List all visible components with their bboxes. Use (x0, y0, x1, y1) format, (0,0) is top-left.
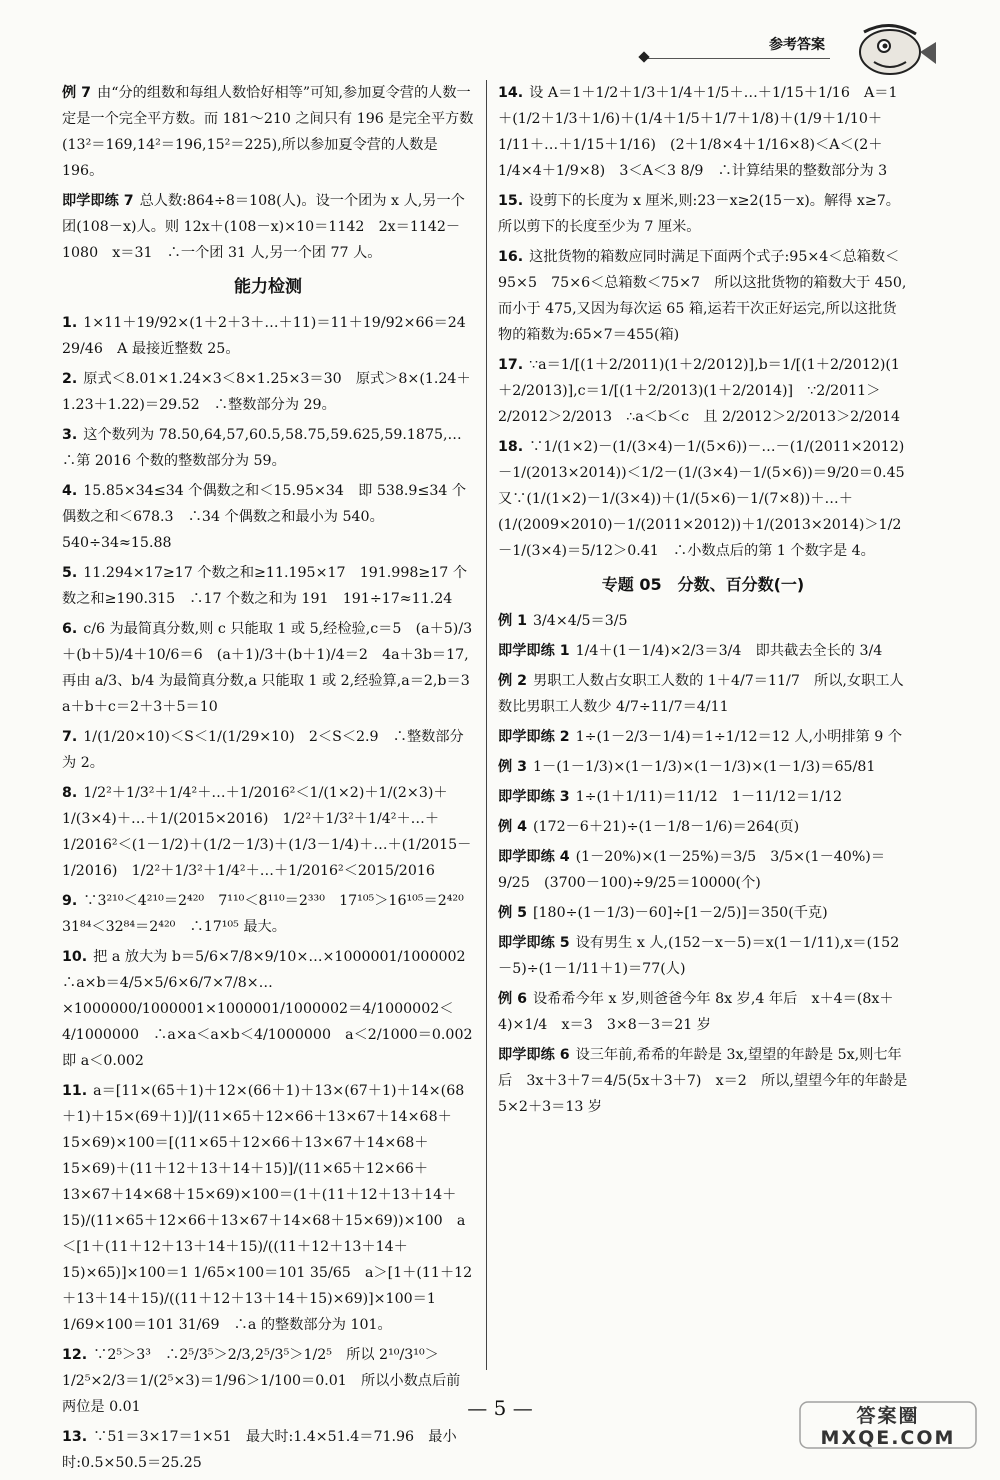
item-text: 设 A＝1＋1/2＋1/3＋1/4＋1/5＋…＋1/15＋1/16 A＝1＋(1/2＋1/3＋1/6)＋(1/4＋1/5＋1/7＋1/8)＋(1/9＋1/10＋1/11＋…＋1/15＋1/16) (2＋1/8×4＋1/16×8)＜A＜(2＋1/4×4＋1/9×8) 3＜A＜3 8/9 ∴计算结果的整数部分为 3 (498, 85, 898, 179)
item-label: 即学即练 1 (498, 643, 570, 659)
answer-item (498, 638, 908, 664)
item-text: 1×11＋19/92×(1＋2＋3＋…＋11)＝11＋19/92×66＝24 29/46 A 最接近整数 25。 (62, 315, 466, 357)
item-text: 由“分的组数和每组人数恰好相等”可知,参加夏令营的人数一定是一个完全平方数。而 181～210 之间只有 196 是完全平方数(13²＝169,14²＝196,15²＝225),所以参加夏令营的人数是 196。 (62, 85, 474, 179)
item-text: 总人数:864÷8＝108(人)。设一个团为 x 人,另一个团(108－x)人。则 12x＋(108－x)×10＝1142 2x＝1142－1080 x＝31 ∴一个团 31 人,另一个团 77 人。 (62, 193, 465, 261)
item-text: 这批货物的箱数应同时满足下面两个式子:95×4＜总箱数＜95×5 75×6＜总箱数＜75×7 所以这批货物的箱数大于 450,而小于 475,又因为每次运 65 箱,运若干次正好运完,所以这批货物的箱数为:65×7＝455(箱) (498, 249, 907, 343)
answer-item (62, 888, 479, 940)
item-label: 即学即练 6 (498, 1047, 570, 1063)
page-header (640, 30, 940, 70)
item-label: 7. (62, 729, 78, 745)
answer-item (498, 900, 908, 926)
item-label: 13. (62, 1429, 88, 1445)
item-label: 18. (498, 439, 524, 455)
item-label: 例 5 (498, 905, 527, 921)
diamond-icon (638, 51, 649, 62)
item-label: 1. (62, 315, 78, 331)
item-text: 这个数列为 78.50,64,57,60.5,58.75,59.625,59.1875,… ∴第 2016 个数的整数部分为 59。 (62, 427, 476, 469)
answer-item (498, 352, 908, 430)
item-label: 例 2 (498, 673, 527, 689)
item-label: 例 4 (498, 819, 527, 835)
topic-heading: 专题 05 分数、百分数(一) (601, 575, 805, 594)
answer-item (62, 1424, 474, 1476)
item-label: 14. (498, 85, 524, 101)
item-label: 17. (498, 357, 524, 373)
item-text: (172－6＋21)÷(1－1/8－1/6)＝264(页) (533, 819, 800, 835)
item-text: 15.85×34≤34 个偶数之和＜15.95×34 即 538.9≤34 个偶数之和＜678.3 ∴34 个偶数之和最小为 540。540÷34≈15.88 (62, 483, 467, 551)
answer-item (62, 188, 474, 266)
item-text: 3/4×4/5＝3/5 (533, 613, 628, 629)
item-text: ∵51＝3×17＝1×51 最大时:1.4×51.4＝71.96 最小时:0.5×50.5＝25.25 (62, 1429, 457, 1471)
item-text: ∵3²¹⁰＜4²¹⁰＝2⁴²⁰ 7¹¹⁰＜8¹¹⁰＝2³³⁰ 17¹⁰⁵＞16¹⁰⁵＝2⁴²⁰ 31⁸⁴＜32⁸⁴＝2⁴²⁰ ∴17¹⁰⁵ 最大。 (62, 893, 479, 935)
item-label: 16. (498, 249, 524, 265)
svg-text:MXQE.COM: MXQE.COM (820, 1427, 956, 1449)
answer-item (498, 244, 908, 348)
answer-item (498, 80, 908, 184)
item-text: 设有男生 x 人,(152－x－5)＝x(1－1/11),x＝(152－5)÷(1－1/11＋1)＝77(人) (498, 935, 900, 977)
item-text: 设三年前,希希的年龄是 3x,望望的年龄是 5x,则七年后 3x＋3＋7＝4/5(5x＋3＋7) x＝2 所以,望望今年的年龄是 5×2＋3＝13 岁 (498, 1047, 908, 1115)
item-label: 8. (62, 785, 78, 801)
item-text: 1/2²＋1/3²＋1/4²＋…＋1/2016²＜1/(1×2)＋1/(2×3)＋1/(3×4)＋…＋1/(2015×2016) 1/2²＋1/3²＋1/4²＋…＋1/2016²＜(1－1/2)＋(1/2－1/3)＋(1/3－1/4)＋…＋(1/2015－1/2016) 1/2²＋1/3²＋1/4²＋…＋1/2016²＜2015/2016 (62, 785, 472, 879)
item-text: 把 a 放大为 b＝5/6×7/8×9/10×…×1000001/1000002 ∴a×b＝4/5×5/6×6/7×7/8×…×1000000/1000001×1000001/1000002＝4/1000002＜4/1000000 ∴a×a＜a×b＜4/1000000 a＜2/1000＝0.002 即 a＜0.002 (62, 949, 487, 1069)
item-text: ∵a＝1/[(1＋2/2011)(1＋2/2012)],b＝1/[(1＋2/2012)(1＋2/2013)],c＝1/[(1＋2/2013)(1＋2/2014)] ∵2/2011＞2/2012＞2/2013 ∴a＜b＜c 且 2/2012＞2/2013＞2/2014 (498, 357, 901, 425)
mascot-icon (844, 22, 940, 78)
answer-item (498, 784, 908, 810)
item-text: ∵2⁵＞3³ ∴2⁵/3⁵＞2/3,2⁵/3⁵＞1/2⁵ 所以 2¹⁰/3¹⁰＞1/2⁵×2/3＝1/(2⁵×3)＝1/96＞1/100＝0.01 所以小数点后前两位是 0.01 (62, 1347, 461, 1415)
item-label: 5. (62, 565, 78, 581)
item-text: 1/4＋(1－1/4)×2/3＝3/4 即共截去全长的 3/4 (575, 643, 883, 659)
item-label: 6. (62, 621, 78, 637)
item-text: 1/(1/20×10)＜S＜1/(1/29×10) 2＜S＜2.9 ∴整数部分为 2。 (62, 729, 464, 771)
answer-item (498, 986, 908, 1038)
answer-item (62, 944, 487, 1074)
item-text: 原式＜8.01×1.24×3＜8×1.25×3＝30 原式＞8×(1.24＋1.23＋1.22)＝29.52 ∴整数部分为 29。 (62, 371, 471, 413)
item-label: 例 3 (498, 759, 527, 775)
item-label: 3. (62, 427, 78, 443)
answer-item (498, 188, 908, 240)
item-text: 1÷(1＋1/11)＝11/12 1－11/12＝1/12 (575, 789, 843, 805)
item-text: 男职工人数占女职工人数的 1＋4/7＝11/7 所以,女职工人数比男职工人数少 4/7÷11/7＝4/11 (498, 673, 904, 715)
item-label: 例 1 (498, 613, 527, 629)
item-label: 11. (62, 1083, 88, 1099)
answer-item (62, 80, 474, 184)
item-label: 即学即练 5 (498, 935, 570, 951)
watermark-logo (798, 1400, 978, 1450)
answer-item (498, 754, 908, 780)
answer-item (498, 724, 908, 750)
answer-item (62, 616, 484, 720)
svg-text:答案圈: 答案圈 (856, 1405, 920, 1427)
item-label: 9. (62, 893, 78, 909)
answer-item (498, 930, 908, 982)
item-label: 即学即练 3 (498, 789, 570, 805)
answer-item (498, 1042, 908, 1120)
item-label: 15. (498, 193, 524, 209)
item-label: 12. (62, 1347, 88, 1363)
item-label: 即学即练 7 (62, 193, 134, 209)
header-title: 参考答案 (769, 37, 825, 53)
section-heading: 能力检测 (234, 277, 302, 297)
answer-item (62, 478, 474, 556)
item-label: 10. (62, 949, 88, 965)
item-text: 11.294×17≥17 个数之和≥11.195×17 191.998≥17 个数之和≥190.315 ∴17 个数之和为 191 191÷17≈11.24 (62, 565, 468, 607)
answer-item (62, 366, 474, 418)
right-column (498, 80, 919, 1124)
answer-item (498, 608, 908, 634)
answer-item (498, 434, 919, 564)
item-label: 即学即练 2 (498, 729, 570, 745)
header-rule (640, 58, 830, 59)
answer-item (62, 422, 474, 474)
item-text: 1－(1－1/3)×(1－1/3)×(1－1/3)×(1－1/3)＝65/81 (533, 759, 876, 775)
answer-item (62, 780, 474, 884)
item-text: c/6 为最简真分数,则 c 只能取 1 或 5,经检验,c＝5 (a＋5)/3＋(b＋5)/4＋10/6＝6 (a＋1)/3＋(b＋1)/4＝2 4a＋3b＝17,再由 a/3、b/4 为最简真分数,a 只能取 1 或 2,经验算,a＝2,b＝3 a＋b＋c＝2＋3＋5＝10 (62, 621, 484, 715)
item-label: 2. (62, 371, 78, 387)
item-label: 即学即练 4 (498, 849, 570, 865)
item-text: 设希希今年 x 岁,则爸爸今年 8x 岁,4 年后 x＋4＝(8x＋4)×1/4 x＝3 3×8－3＝21 岁 (498, 991, 894, 1033)
item-label: 例 7 (62, 85, 91, 101)
item-label: 4. (62, 483, 78, 499)
answer-item (498, 844, 908, 896)
item-text: 1÷(1－2/3－1/4)＝1÷1/12＝12 人,小明排第 9 个 (575, 729, 903, 745)
answer-item (62, 560, 474, 612)
column-divider (486, 80, 487, 1370)
item-text: ∵1/(1×2)－(1/(3×4)－1/(5×6))－…－(1/(2011×2012)－1/(2013×2014))＜1/2－(1/(3×4)－1/(5×6))＝9/20＝0.45 又∵(1/(1×2)－1/(3×4))＋(1/(5×6)－1/(7×8))＋…＋(1/(2009×2010)－1/(2011×2012))＋1/(2013×2014)＞1/2－1/(3×4)＝5/12＞0.41 ∴小数点后的第 1 个数字是 4。 (498, 439, 919, 559)
answer-item (62, 1078, 474, 1338)
item-text: (1－20%)×(1－25%)＝3/5 3/5×(1－40%)＝9/25 (3700－100)÷9/25＝10000(个) (498, 849, 886, 891)
item-text: [180÷(1－1/3)－60]÷[1－2/5)]＝350(千克) (533, 905, 828, 921)
answer-item (62, 724, 474, 776)
item-label: 例 6 (498, 991, 527, 1007)
item-text: a＝[11×(65＋1)＋12×(66＋1)＋13×(67＋1)＋14×(68＋1)＋15×(69＋1)]/(11×65＋12×66＋13×67＋14×68＋15×69)×100＝[(11×65＋12×66＋13×67＋14×68＋15×69)＋(11＋12＋13＋14＋15)]/(11×65＋12×66＋13×67＋14×68＋15×69)×100＝(1＋(11＋12＋13＋14＋15)/(11×65＋12×66＋13×67＋14×68＋15×69))×100 a＜[1＋(11＋12＋13＋14＋15)/((11＋12＋13＋14＋15)×65)]×100＝1 1/65×100＝101 35/65 a＞[1＋(11＋12＋13＋14＋15)/((11＋12＋13＋14＋15)×69)]×100＝1 1/69×100＝101 31/69 ∴a 的整数部分为 101。 (62, 1083, 473, 1333)
left-column (62, 80, 487, 1480)
answer-item (498, 814, 908, 840)
answer-item (498, 668, 908, 720)
item-text: 设剪下的长度为 x 厘米,则:23－x≥2(15－x)。解得 x≥7。所以剪下的长度至少为 7 厘米。 (498, 193, 900, 235)
page-number: — 5 — (467, 1396, 533, 1420)
answer-item (62, 310, 474, 362)
